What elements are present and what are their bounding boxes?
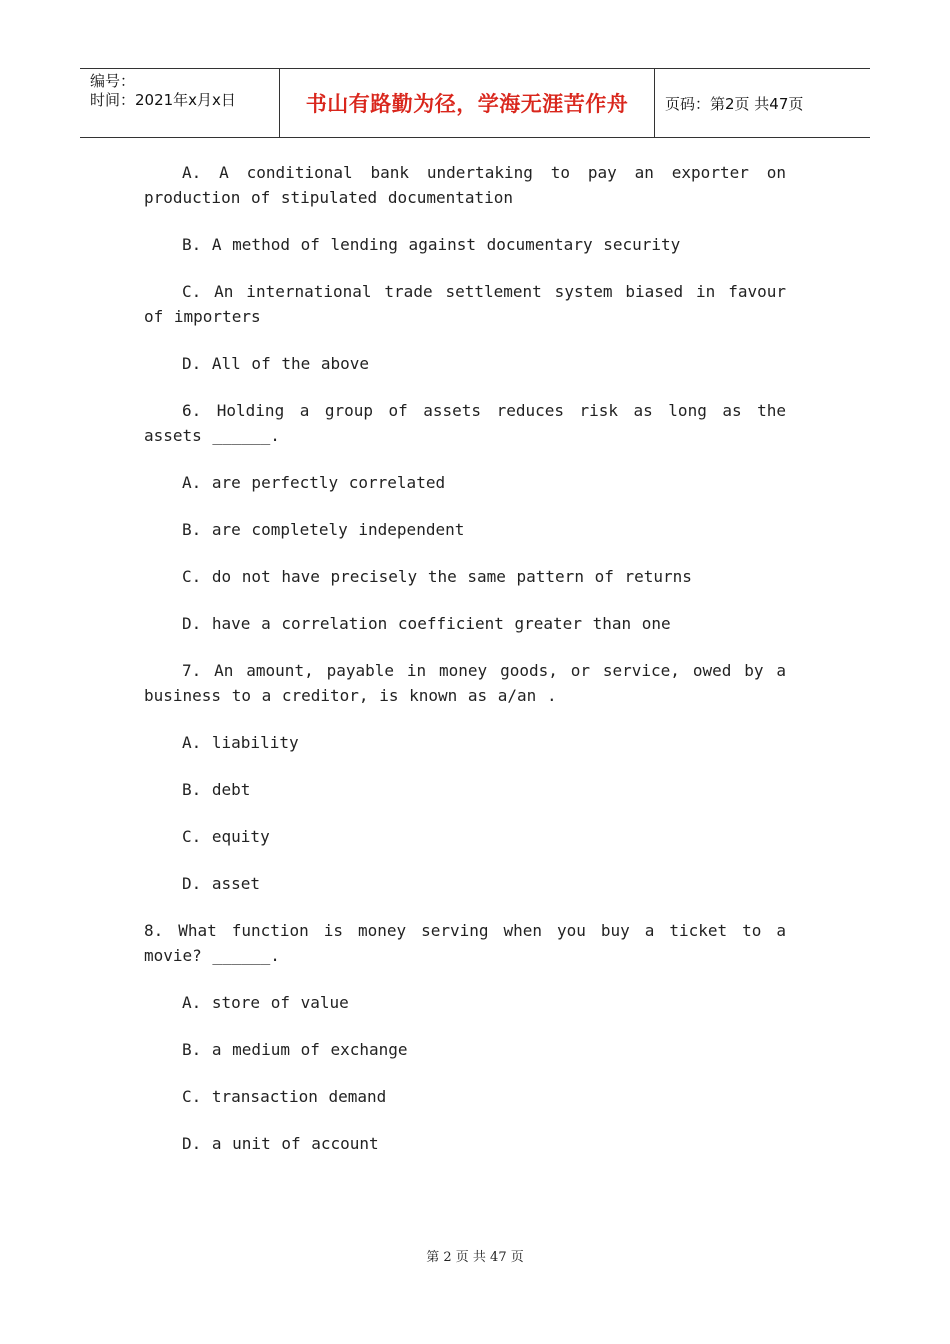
- question-paragraph: D. a unit of account: [182, 1134, 379, 1153]
- question-paragraph: C. do not have precisely the same pattern of returns: [182, 567, 692, 586]
- page-footer: 第 2 页 共 47 页: [426, 1250, 524, 1265]
- document-body: [144, 160, 786, 1178]
- question-paragraph: B. A method of lending against documentary security: [182, 235, 681, 254]
- question-paragraph: A. are perfectly correlated: [182, 473, 446, 492]
- question-paragraph: A. store of value: [182, 993, 349, 1012]
- page-header: [80, 68, 870, 138]
- question-paragraph: C. equity: [182, 827, 270, 846]
- header-page-info: 页码：第2页 共47页: [665, 94, 804, 113]
- question-paragraph: 8. What function is money serving when you buy a ticket to a movie? ______.: [144, 921, 786, 965]
- code-label: 编号：: [90, 72, 136, 90]
- question-paragraph: C. transaction demand: [182, 1087, 387, 1106]
- question-paragraph: C. An international trade settlement system biased in favour of importers: [144, 282, 786, 326]
- header-meta: [80, 69, 280, 137]
- question-paragraph: B. are completely independent: [182, 520, 465, 539]
- question-paragraph: B. debt: [182, 780, 251, 799]
- question-paragraph: A. liability: [182, 733, 299, 752]
- question-paragraph: 7. An amount, payable in money goods, or service, owed by a business to a creditor, is known as a/an .: [144, 661, 786, 705]
- question-paragraph: A. A conditional bank undertaking to pay an exporter on production of stipulated documentation: [144, 163, 786, 207]
- question-paragraph: B. a medium of exchange: [182, 1040, 408, 1059]
- question-paragraph: D. have a correlation coefficient greater than one: [182, 614, 671, 633]
- question-paragraph: 6. Holding a group of assets reduces risk as long as the assets ______.: [144, 401, 786, 445]
- question-paragraph: D. asset: [182, 874, 261, 893]
- date-label: 时间：2021年x月x日: [90, 91, 236, 109]
- question-paragraph: D. All of the above: [182, 354, 370, 373]
- header-motto: 书山有路勤为径，学海无涯苦作舟: [280, 69, 655, 137]
